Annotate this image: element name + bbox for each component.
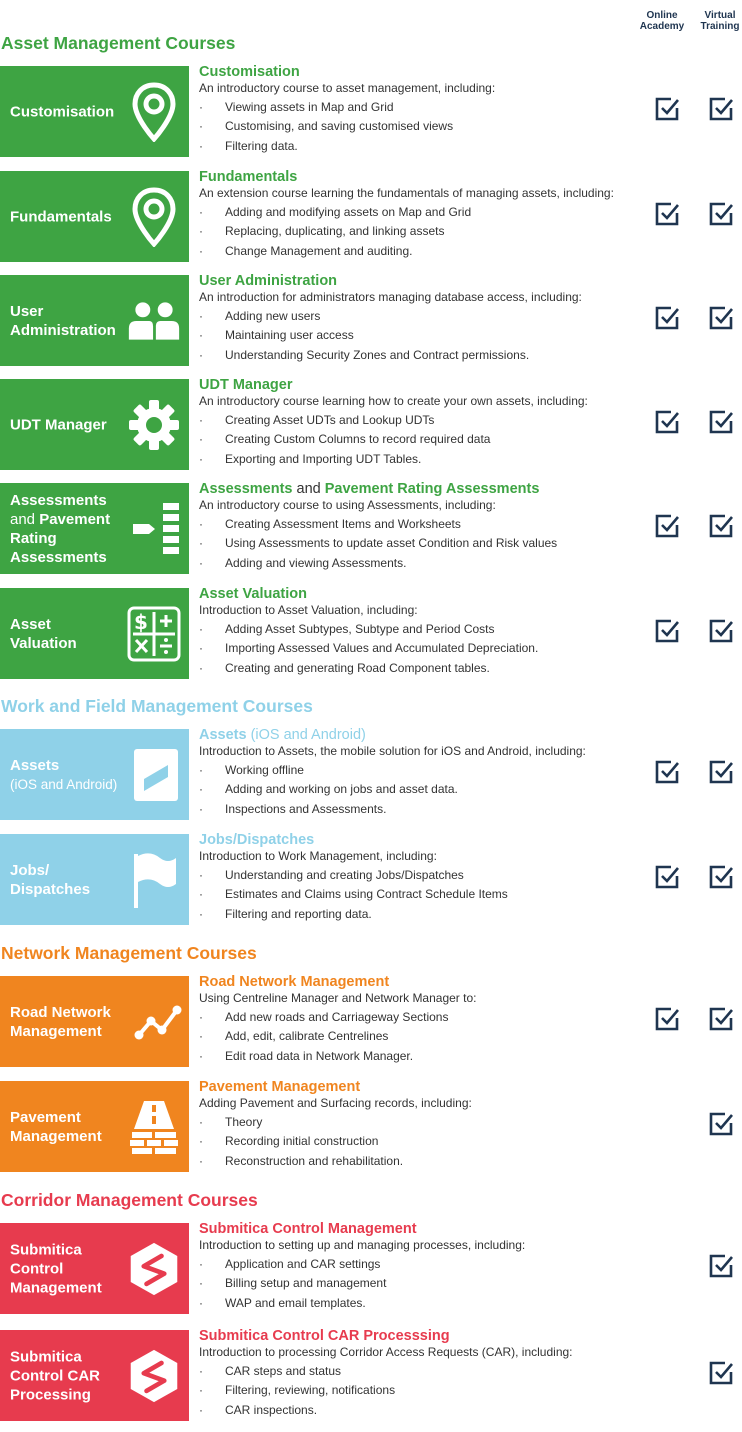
flag-icon [127,849,181,911]
checkbox-checked-icon[interactable] [654,759,680,785]
list-item: · Adding and viewing Assessments. [199,554,649,573]
course-tile[interactable] [0,379,189,470]
tile-label: Pavement [10,1108,81,1126]
list-item: · Understanding and creating Jobs/Dispatches [199,866,649,885]
submitica-logo-icon [127,1238,181,1300]
list-item: · Creating and generating Road Component tables. [199,659,649,678]
tile-label: Submitica [10,1348,82,1365]
course-tile[interactable] [0,275,189,366]
tile-label: and [10,510,40,528]
list-item: · WAP and email templates. [199,1294,649,1313]
section-title-corridor: Corridor Management Courses [1,1190,258,1210]
checkbox-checked-icon[interactable] [708,305,734,331]
course-title: Customisation [199,64,300,80]
tile-label: (iOS and Android) [10,776,118,792]
checkbox-checked-icon[interactable] [708,1253,734,1279]
course-intro: Introduction to Work Management, including: [199,849,437,863]
tile-label: Control CAR [10,1367,100,1384]
list-item: · Customising, and saving customised views [199,117,649,136]
checkbox-checked-icon[interactable] [654,1006,680,1032]
tile-label: Dispatches [10,880,91,898]
course-title: User Administration [199,273,338,289]
list-item: · CAR steps and status [199,1362,649,1381]
course-tile[interactable] [0,171,189,262]
list-item: · Viewing assets in Map and Grid [199,98,649,117]
checkbox-checked-icon[interactable] [708,1006,734,1032]
tile-label: Management [10,1127,102,1145]
list-item: · Inspections and Assessments. [199,800,649,819]
course-intro: Introduction to Assets, the mobile solution for iOS and Android, including: [199,744,586,758]
course-title: Asset Valuation [199,586,307,602]
list-item: · Exporting and Importing UDT Tables. [199,450,649,469]
list-item: · Creating Custom Columns to record required data [199,430,649,449]
course-title: UDT Manager [199,377,293,393]
tile-label: Pavement [39,510,111,528]
course-tile[interactable] [0,588,189,679]
svg-text:$: $ [134,609,148,634]
checkbox-checked-icon[interactable] [654,305,680,331]
calculator-icon [127,603,181,665]
checkbox-checked-icon[interactable] [654,864,680,890]
tile-label: Assessments [10,548,107,566]
list-item: · Add new roads and Carriageway Sections [199,1008,649,1027]
map-pin-icon [127,81,181,143]
list-item: · Filtering data. [199,137,649,156]
column-header-online-academy: Online Academy [639,10,685,32]
course-intro: Using Centreline Manager and Network Manager to: [199,991,477,1005]
course-tile[interactable] [0,729,189,820]
checkbox-checked-icon[interactable] [654,618,680,644]
checkbox-checked-icon[interactable] [708,1360,734,1386]
list-item: · Replacing, duplicating, and linking assets [199,222,649,241]
list-item: · CAR inspections. [199,1401,649,1420]
checkbox-checked-icon[interactable] [708,201,734,227]
list-item: · Adding Asset Subtypes, Subtype and Period Costs [199,620,649,639]
course-title: Submitica Control CAR Processsing [199,1328,450,1344]
checkbox-checked-icon[interactable] [708,618,734,644]
checkbox-checked-icon[interactable] [654,201,680,227]
tile-label: Submitica [10,1241,82,1258]
list-item: · Adding and working on jobs and asset data. [199,780,649,799]
assessment-list-icon [129,498,183,560]
course-title: Fundamentals [199,169,298,185]
submitica-logo-icon [127,1345,181,1407]
checkbox-checked-icon[interactable] [654,96,680,122]
checkbox-checked-icon[interactable] [708,864,734,890]
course-title: Submitica Control Management [199,1221,417,1237]
list-item: · Working offline [199,761,649,780]
course-tile[interactable] [0,1330,189,1421]
section-title-work: Work and Field Management Courses [1,696,313,716]
list-item: · Adding and modifying assets on Map and Grid [199,203,649,222]
course-intro: Introduction to setting up and managing processes, including: [199,1238,526,1252]
column-header-virtual-training: Virtual Training [700,10,740,32]
users-icon [127,290,181,352]
course-tile[interactable] [0,834,189,925]
list-item: · Adding new users [199,307,649,326]
list-item: · Recording initial construction [199,1132,649,1151]
course-title: Jobs/Dispatches [199,832,315,848]
list-item: · Edit road data in Network Manager. [199,1047,649,1066]
course-tile[interactable] [0,1223,189,1314]
list-item: · Estimates and Claims using Contract Schedule Items [199,885,649,904]
tile-label: Rating [10,529,57,547]
list-item: · Reconstruction and rehabilitation. [199,1152,649,1171]
course-title: Pavement Management [199,1079,361,1095]
tile-label: Assets [10,756,60,774]
list-item: · Billing setup and management [199,1274,649,1293]
course-intro: An introductory course learning how to create your own assets, including: [199,394,588,408]
section-title-network: Network Management Courses [1,943,257,963]
list-item: · Theory [199,1113,649,1132]
course-title: Road Network Management [199,974,390,990]
checkbox-checked-icon[interactable] [708,409,734,435]
list-item: · Filtering, reviewing, notifications [199,1381,649,1400]
course-title: Assets (iOS and Android) [199,727,366,743]
checkbox-checked-icon[interactable] [708,513,734,539]
checkbox-checked-icon[interactable] [708,96,734,122]
tile-label: Asset [10,615,51,633]
tile-label: Customisation [10,103,115,120]
course-intro: Adding Pavement and Surfacing records, including: [199,1096,472,1110]
list-item: · Using Assessments to update asset Condition and Risk values [199,534,649,553]
road-layers-icon [127,1096,181,1158]
list-item: · Creating Asset UDTs and Lookup UDTs [199,411,649,430]
course-tile[interactable] [0,1081,189,1172]
tile-label: UDT Manager [10,416,107,433]
tile-label: Administration [10,321,116,339]
course-intro: An introduction for administrators managing database access, including: [199,290,582,304]
network-graph-icon [131,991,185,1053]
gear-icon [127,394,181,456]
tile-label: User [10,302,44,320]
list-item: · Filtering and reporting data. [199,905,649,924]
map-pin-icon [127,186,181,248]
course-tile[interactable] [0,976,189,1067]
tile-label: Management [10,1022,102,1040]
tile-label: Jobs/ [10,861,50,879]
course-title: Assessments and Pavement Rating Assessments [199,481,540,497]
list-item: · Change Management and auditing. [199,242,649,261]
tile-label: Management [10,1279,102,1296]
course-tile[interactable] [0,483,189,574]
checkbox-checked-icon[interactable] [708,1111,734,1137]
tile-label: Processing [10,1386,91,1403]
course-intro: An extension course learning the fundamentals of managing assets, including: [199,186,614,200]
course-intro: An introductory course to using Assessments, including: [199,498,496,512]
course-tile[interactable] [0,66,189,157]
tile-label: Assessments [10,491,107,509]
course-intro: Introduction to processing Corridor Access Requests (CAR), including: [199,1345,573,1359]
tile-label: Road Network [10,1003,111,1021]
tile-label: Control [10,1260,64,1277]
tile-label: Fundamentals [10,208,112,225]
list-item: · Add, edit, calibrate Centrelines [199,1027,649,1046]
list-item: · Application and CAR settings [199,1255,649,1274]
list-item: · Importing Assessed Values and Accumulated Depreciation. [199,639,649,658]
course-intro: Introduction to Asset Valuation, including: [199,603,418,617]
tablet-icon [129,744,183,806]
list-item: · Maintaining user access [199,326,649,345]
checkbox-checked-icon[interactable] [708,759,734,785]
tile-label: Valuation [10,634,77,652]
list-item: · Creating Assessment Items and Worksheets [199,515,649,534]
course-intro: An introductory course to asset management, including: [199,81,496,95]
section-title-asset: Asset Management Courses [1,33,236,53]
list-item: · Understanding Security Zones and Contract permissions. [199,346,649,365]
checkbox-checked-icon[interactable] [654,409,680,435]
checkbox-checked-icon[interactable] [654,513,680,539]
